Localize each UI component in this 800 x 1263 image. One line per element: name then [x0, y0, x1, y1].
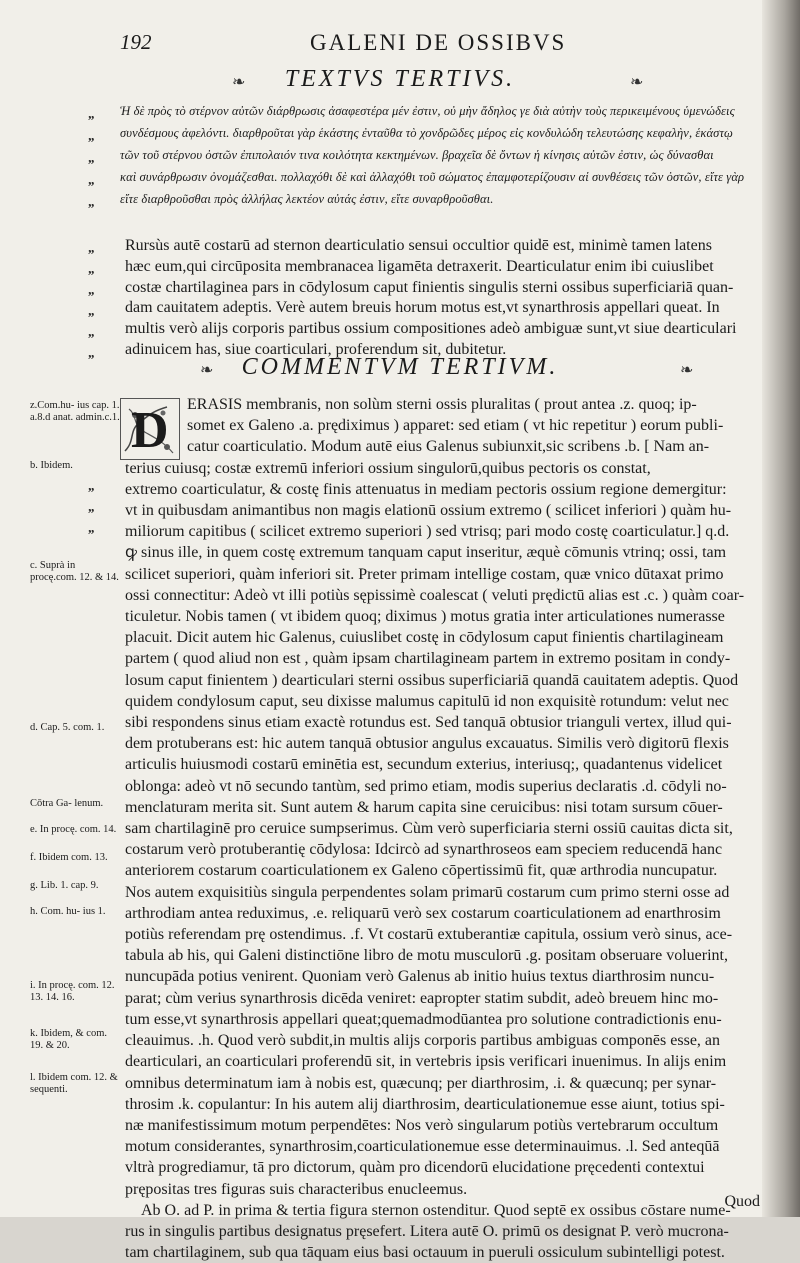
- commentary-line: Nos autem exquisitiùs singula perpendentes solam primarū costarum cum primo sterni osse ad: [125, 883, 730, 901]
- latin-line: multis verò alijs corporis partibus ossium compositiones adeò ambiguæ sunt,vt siue dearticulari: [125, 320, 737, 338]
- margin-note: z.Com.hu- ius cap. 1. a.8.d anat. admin.c.1.: [30, 400, 120, 423]
- textus-title: TEXTVS TERTIVS.: [284, 66, 516, 92]
- ornament-left-icon: ❧: [200, 362, 214, 379]
- commentary-line: cleauimus. .h. Quod verò subdit,in multis alijs corporis partibus ambiguas componēs esse, an: [125, 1032, 721, 1050]
- commentary-line: prępositas tres figuras suis characteribus enucleemus.: [125, 1180, 468, 1198]
- commentary-line: miliorum capitibus ( scilicet extremo superiori ) sed vtrisq; pari modo costę coarticulatur.] q.d.: [125, 523, 730, 541]
- margin-note: g. Lib. 1. cap. 9.: [30, 880, 99, 891]
- greek-line: Ἡ δὲ πρὸς τὸ στέρνον αὐτῶν διάρθρωσις ἀσαφεστέρα μέν ἐστιν, οὐ μὴν ἄδηλος γε διὰ αὐτὴν τοὺς περικειμένους ὑμενώδεις: [120, 104, 735, 118]
- commentary-line: articulis huiusmodi costarū eminētia est, secundum exterius, interiusq;, quadantenus videlicet: [125, 756, 723, 774]
- page-number: 192: [120, 30, 152, 54]
- commentary-line: omnibus determinatum iam à nobis est, quæcunq; per diarthrosim, .i. & quæcunq; per synar-: [125, 1074, 717, 1092]
- commentary-line: costarum verò protuberantię cōdylosa: Idcircò ad synarthroseos eam speciem reducendā hanc: [125, 841, 723, 859]
- running-title: GALENI DE OSSIBVS: [310, 30, 567, 55]
- commentary-line: arthrodiam antea reduximus, .e. reliquarū verò sex costarum coarticulationem ad enarthrosim: [125, 904, 721, 922]
- commentary-line: placuit. Dicit autem hic Galenus, cuiuslibet costę in cōdylosum caput finientis chartilagineam: [125, 629, 724, 647]
- commentary-line: nuncupāda potius venirent. Quoniam verò Galenus ab initio huius textus diarthrosim nuncu-: [125, 968, 715, 986]
- commentary-line: sam chartilaginē pro ceruice sumpserimus. Cùm verò superficiaria sterni ossiū cauitas dicta sit,: [125, 820, 733, 838]
- commentary-line: tum esse,vt synarthrosis appellari queat;quemadmodūantea pro solutione contradictionis enu-: [125, 1010, 722, 1028]
- greek-line: συνδέσμους ἀφελόντι. διαρθροῦται γὰρ ἑκάστης ἐνταῦθα τὸ χονδρῶδες μέρος εἰς κονδυλώδη τελευτώσης κεφαλὴν, ἑκάστῳ: [120, 126, 733, 140]
- greek-line: τῶν τοῦ στέρνου ὀστῶν ἐπιπολαιόν τινα κοιλότητα κεκτημένων. βραχεῖα δὲ ὄντων ἡ κίνησις αὐτῶν ἐστιν, ὡς δύνασθαι: [120, 148, 714, 162]
- margin-note: b. Ibidem.: [30, 460, 73, 471]
- commentary-line: throsim .k. copulantur: In his autem alij diarthrosim, dearticulationemue esse aiunt, totius spi-: [125, 1095, 725, 1113]
- commentary-line: dearticulari, an coarticulari proferendū sit, in vertebris ipsis verificari inuenimus. In alijs enim: [125, 1053, 727, 1071]
- latin-line: hæc eum,qui circūposita membranacea ligamēta detraxerit. Dearticulatur enim ibi cuiuslibet: [125, 257, 714, 275]
- commentary-line: rus in singulis partibus designatus pręsefert. Litera autē O. primū os designat P. verò mucrona-: [125, 1222, 729, 1240]
- commentary-line: potiùs referendam prę ostendimus. .f. Vt costarū extuberantiæ capitula, ossium verò sinus, ace-: [125, 926, 733, 944]
- commentary-line: ticuletur. Nobis tamen ( vt ibidem quoq; diximus ) motus gratia inter articulationes numerasse: [125, 608, 725, 626]
- commentary-line: dem protuberans est: hic autem tanquā obtusior angulus excauatus. Similis verò digitorū flexis: [125, 735, 729, 753]
- margin-note: k. Ibidem, & com. 19. & 20.: [30, 1028, 107, 1051]
- margin-note: f. Ibidem com. 13.: [30, 852, 108, 863]
- commentary-line: catur coarticulatio. Modum autē eius Galenus subiunxit,sic scribens .b. [ Nam an-: [187, 438, 710, 456]
- commentary-line: ꝙ sinus ille, in quem costę extremum tanquam caput inseritur, æquè cōmunis vtrinq; ossi, tam: [125, 544, 727, 562]
- commentary-line: tabula ab his, qui Galeni distinctiōne libro de motu musculorū .g. positam obseruare voluerint,: [125, 947, 728, 965]
- greek-line: καὶ συνάρθρωσιν ὀνομάζεσθαι. πολλαχόθι δὲ καὶ ἀλλαχόθι τοῦ σώματος ἐπαμφοτερίζουσιν αἱ συνθέσεις τῶν ὀστῶν, εἴτε γὰρ: [120, 170, 745, 184]
- commentary-line: somet ex Galeno .a. prędiximus ) apparet: sed etiam ( vt hic repetitur ) eorum publi-: [187, 417, 724, 435]
- margin-note: d. Cap. 5. com. 1.: [30, 722, 105, 733]
- commentary-line: anteriorem costarum coarticulationem ex Galeno cōpertissimū fit, quæ arthrodia nuncupatur.: [125, 862, 718, 880]
- commentary-line: vltrà progrediamur, tā pro dictorum, quàm pro dicendorū elucidatione pręcedenti contextui: [125, 1159, 705, 1177]
- commentary-line: quidem condylosum caput, seu dixisse malumus capitulū id non exquisitè rotundum: velut nec: [125, 692, 729, 710]
- commentary-line: terius cuiusq; costæ extremū inferiori ossium singulorū,quibus pectoris os constat,: [125, 459, 651, 477]
- ornament-right-icon: ❧: [680, 362, 694, 379]
- margin-note: i. In procę. com. 12. 13. 14. 16.: [30, 980, 115, 1003]
- greek-line: εἴτε διαρθροῦσθαι πρὸς ἀλλήλας λεκτέον αὐτάς ἐστιν, εἴτε συναρθροῦσθαι.: [120, 192, 494, 206]
- commentary-line: partem ( quod aliud non est , quàm ipsam chartilagineam partem in extremo positam in condy-: [125, 650, 731, 668]
- latin-translation-block: [125, 236, 765, 361]
- commentary-line: scilicet superiori, quàm inferiori sit. Preter primam intellige costam, quæ vnico dūtaxat primo: [125, 565, 724, 583]
- commentary-line: tam chartilaginem, sub qua tāquam eius basi octauum in pueruli ossiculum subintelligi potest.: [125, 1244, 725, 1262]
- ornament-right-icon: ❧: [630, 74, 644, 91]
- book-page: 192 GALENI DE OSSIBVS ❧ TEXTVS TERTIVS. ❧ „ „ „ „ „ Ἡ δὲ πρὸς τὸ στέρνον αὐτῶν διάρθρωσις ἀσαφεστέρα μέν ἐστιν, οὐ μὴν ἄδηλος γε διὰ αὐτὴν τοὺς περικειμένους ὑμενώδεις συνδέσμους ἀφελόντι. διαρθροῦται γὰρ ἑκάστης ἐνταῦθα τὸ χονδρῶδες μέρος εἰς κονδυλώδη τελευτώσης κεφαλὴν, ἑκάστῳ τῶν τοῦ στέρνου ὀστῶν ἐπιπολαιόν τινα κοιλότητα κεκτημένων. βραχεῖα δὲ ὄντων ἡ κίνησις αὐτῶν ἐστιν, ὡς δύνασθαι καὶ συνάρθρωσιν ὀνομάζεσθαι. πολλαχόθι δὲ καὶ ἀλλαχόθι τοῦ σώματος ἐπαμφοτερίζουσιν αἱ συνθέσεις τῶν ὀστῶν, εἴτε γὰρ εἴτε διαρθροῦσθαι πρὸς ἀλλήλας λεκτέον αὐτάς ἐστιν, εἴτε συναρθροῦσθαι. „ „ „ „ „ „ Rursùs autē costarū ad sternon dearticulatio sensui occultior quidē est, minimè tamen latens hæc eum,qui circūposita membranacea ligamēta detraxerit. Dearticulatur enim ibi cuiuslibet costæ chartilaginea pars in cōdylosum caput finientis singulis sterni ossibus superficiariā quan- dam cauitatem adeptis. Verè autem breuis horum motus est,vt synarthrosis appellari queat. In multis verò alijs corporis partibus ossium compositiones adeò ambiguæ sunt,vt siue dearticulari adinuicem has, siue coarticulari, proferendum sit, dubitetur. ❧ COMMENTVM TERTIVM. ❧ D „ „ „ ERASIS membranis, non solùm sterni ossis pluralitas ( prout antea .z. quoq; ip- somet ex Galeno .a. prędiximus ) apparet: sed etiam ( vt hic repetitur ) eorum publi- catur coarticulatio. Modum autē eius Galenus subiunxit,sic scribens .b. [ Nam an- terius cuiusq; costæ extremū inferiori ossium singulorū,quibus pectoris os constat, extremo coarticulatur, & costę finis attenuatus in mediam pectoris ossium regione demergitur: vt in quibusdam animantibus non magis elationū ossium extremo ( scilicet inferiori ) quàm hu- miliorum capitibus ( scilicet extremo superiori ) sed vtrisq; pari modo costę coarticulatur.] q.d. ꝙ sinus ille, in quem costę extremum tanquam caput inseritur, æquè cōmunis vtrinq; ossi, tam scilicet superiori, quàm inferiori sit. Preter primam intellige costam, quæ vnico dūtaxat primo ossi connectitur: Adeò vt illi potiùs sępissimè coalescat ( veluti prędictū alias est .c. ) quàm coar- ticuletur. Nobis tamen ( vt ibidem quoq; diximus ) motus gratia inter articulationes numerasse placuit. Dicit autem hic Galenus, cuiuslibet costę in cōdylosum caput finientis chartilagineam partem ( quod aliud non est , quàm ipsam chartilagineam partem in extremo positam in condy- losum caput finientem ) dearticulari sterni ossibus superficiariā quandā cauitatem adeptis. Quod quidem condylosum caput, seu dixisse malumus capitulū id non exquisitè rotundum: velut nec sibi respondens sinus etiam exactè rotundus est. Sed tanquā obtusior trianguli vertex, illud qui- dem protuberans est: hic autem tanquā obtusior angulus excauatus. Similis verò digitorū flexis articulis huiusmodi costarū eminētia est, secundum exterius, interiusq;, quadantenus videlicet oblonga: adeò vt nō secundo tantùm, sed primo etiam, modis superius declaratis .d. cōdyli no- menclaturam merita sit. Sunt autem & harum capita sine ceruicibus: nisi totam sursum cōuer- sam chartilaginē pro ceruice sumpserimus. Cùm verò superficiaria sterni ossiū cauitas dicta sit, costarum verò protuberantię cōdylosa: Idcircò ad synarthroseos eam speciem reducendā hanc anteriorem costarum coarticulationem ex Galeno cōpertissimū fit, quæ arthrodia nuncupatur. Nos autem exquisitiùs singula perpendentes solam primarū costarum cum primo sterni osse ad arthrodiam antea reduximus, .e. reliquarū verò sex costarum coarticulationem ad enarthrosim potiùs referendam prę ostendimus. .f. Vt costarū extuberantiæ capitula, ossium verò sinus, ace- tabula ab his, qui Galeni distinctiōne libro de motu musculorū .g. positam obseruare voluerint, nuncupāda potius venirent. Quoniam verò Galenus ab initio huius textus diarthrosim nuncu- parat; cùm verius synarthrosis dicēda veniret: eapropter statim subdit, adeò breuem hinc mo- tum esse,vt synarthrosis appellari queat;quemadmodūantea pro solutione contradictionis enu- cleauimus. .h. Quod verò subdit,in multis alijs corporis partibus ambiguas componēs esse, an dearticulari, an coarticulari proferendū sit, in vertebris ipsis verificari inuenimus. In alijs enim omnibus determinatum iam à nobis est, quæcunq; per diarthrosim, .i. & quæcunq; per synar- throsim .k. copulantur: In his autem alij diarthrosim, dearticulationemue esse aiunt, totius spi- næ manifestissimum motum perpendētes: Nos verò singularum potiùs vertebrarum occultum motum considerantes, synarthrosim,coarticulationemue esse determinauimus. .l. Sed anteqūā vltrà progrediamur, tā pro dictorum, quàm pro dicendorū elucidatione pręcedenti contextui prępositas tres figuras suis characteribus enucleemus. Ab O. ad P. in prima & tertia figura sternon ostenditur. Quod septē ex ossibus cōstare nume- rus in singulis partibus designatus pręsefert. Litera autē O. primū os designat P. verò mucrona- tam chartilaginem, sub qua tāquam eius basi octauum in pueruli ossiculum subintelligi potest. z.Com.hu- ius cap. 1. a.8.d anat. admin.c.1. b. Ibidem. c. Suprà in procę.com. 12. & 14. d. Cap. 5. com. 1. Cōtra Ga- lenum. e. In procę. com. 14. f. Ibidem com. 13. g. Lib. 1. cap. 9. h. Com. hu- ius 1. i. In procę. com. 12. 13. 14. 16. k. Ibidem, & com. 19. & 20. l. Ibidem com. 12. & sequenti. Quod: [0, 0, 800, 1217]
- commentary-line: losum caput finientem ) dearticulari sterni ossibus superficiariā quandā cauitatem adeptis. Quod: [125, 671, 739, 689]
- commentary-line: parat; cùm verius synarthrosis dicēda veniret: eapropter statim subdit, adeò breuem hinc mo-: [125, 989, 719, 1007]
- margin-note: e. In procę. com. 14.: [30, 824, 117, 835]
- latin-line: adinuicem has, siue coarticulari, proferendum sit, dubitetur.: [125, 340, 507, 358]
- margin-note: Cōtra Ga- lenum.: [30, 798, 104, 809]
- dropcap-letter: D: [131, 402, 169, 459]
- commentary-line: oblonga: adeò vt nō secundo tantùm, sed primo etiam, modis superius declaratis .d. cōdyli no-: [125, 777, 727, 795]
- commentary-line: Ab O. ad P. in prima & tertia figura sternon ostenditur. Quod septē ex ossibus cōstare nume-: [141, 1201, 731, 1219]
- margin-note: c. Suprà in procę.com. 12. & 14.: [30, 560, 119, 583]
- page-header: [120, 30, 740, 60]
- commentary-line: menclaturam merita sit. Sunt autem & harum capita sine ceruicibus: nisi totam sursum cōuer-: [125, 798, 723, 816]
- commentary-line: ossi connectitur: Adeò vt illi potiùs sępissimè coalescat ( veluti prędictū alias est .c. ) quàm coar-: [125, 586, 745, 604]
- commentary-text-block: [125, 394, 770, 1263]
- margin-note: h. Com. hu- ius 1.: [30, 906, 106, 917]
- latin-line: Rursùs autē costarū ad sternon dearticulatio sensui occultior quidē est, minimè tamen latens: [125, 237, 712, 254]
- margin-note: l. Ibidem com. 12. & sequenti.: [30, 1072, 118, 1095]
- greek-text-block: [120, 100, 760, 210]
- commentary-line: extremo coarticulatur, & costę finis attenuatus in mediam pectoris ossium regione demergitur:: [125, 480, 727, 498]
- commentary-line: sibi respondens sinus etiam exactè rotundus est. Sed tanquā obtusior trianguli vertex, illud qui-: [125, 714, 732, 732]
- commentary-line: ERASIS membranis, non solùm sterni ossis pluralitas ( prout antea .z. quoq; ip-: [187, 396, 697, 413]
- commentary-line: næ manifestissimum motum perpendētes: Nos verò singularum potiùs vertebrarum occultum: [125, 1116, 719, 1134]
- catchword: Quod: [724, 1193, 760, 1210]
- latin-line: dam cauitatem adeptis. Verè autem breuis horum motus est,vt synarthrosis appellari queat. In: [125, 299, 720, 317]
- commentum-title: COMMENTVM TERTIVM.: [241, 354, 559, 380]
- commentary-line: vt in quibusdam animantibus non magis elationū ossium extremo ( scilicet inferiori ) quàm hu-: [125, 502, 732, 520]
- ornament-left-icon: ❧: [232, 74, 246, 91]
- commentary-line: motum considerantes, synarthrosim,coarticulationemue esse determinauimus. .l. Sed anteqūā: [125, 1138, 720, 1156]
- latin-line: costæ chartilaginea pars in cōdylosum caput finientis singulis sterni ossibus superficiariā quan-: [125, 278, 734, 296]
